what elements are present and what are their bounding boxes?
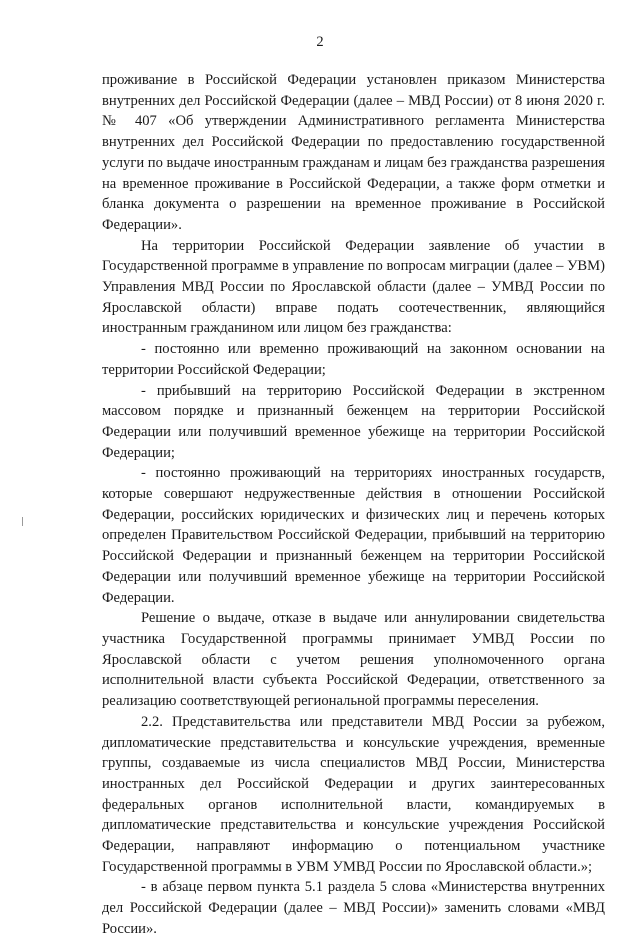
page-number: 2 <box>316 34 324 50</box>
document-body <box>102 70 605 940</box>
list-item-resident: - постоянно или временно проживающий на законном основании на территории Российской Федерации; <box>102 341 605 378</box>
paragraph-amendment: - в абзаце первом пункта 5.1 раздела 5 слова «Министерства внутренних дел Российской Федерации (далее – МВД России)» заменить словами «МВД России». <box>102 879 605 937</box>
paragraph-decision: Решение о выдаче, отказе в выдаче или аннулировании свидетельства участника Государственной программы принимает УМВД России по Ярославской области с учетом решения уполномоченного органа исполнительной власти субъекта Российской Федерации, ответственного за реализацию соответствующей региональной программы переселения. <box>102 610 605 710</box>
margin-mark <box>22 517 23 526</box>
paragraph-applicants: На территории Российской Федерации заявление об участии в Государственной программе в управление по вопросам миграции (далее – УВМ) Управления МВД России по Ярославской области (далее – УМВД России по Ярославской области) вправе подать соотечественник, являющийся иностранным гражданином или лицом без гражданства: <box>102 237 605 337</box>
list-item-unfriendly-states: - постоянно проживающий на территориях иностранных государств, которые совершают недружественные действия в отношении Российской Федерации, российских юридических и физических лиц и перечень которых определен Правительством Российской Федерации, прибывший на территорию Российской Федерации и признанный беженцем на территории Российской Федерации или получивший временное убежище на территории Российской Федерации. <box>102 465 605 606</box>
paragraph-2-2: 2.2. Представительства или представители МВД России за рубежом, дипломатические представительства и консульские учреждения, временные группы, создаваемые из числа специалистов МВД России, Министерства иностранных дел Российской Федерации и других заинтересованных федеральных органов исполнительной власти, командируемых в дипломатические представительства и консульские учреждения Российской Федерации, направляют информацию о потенциальном участнике Государственной программы в УВМ УМВД России по Ярославской области.»; <box>102 713 605 875</box>
list-item-refugee-emergency: - прибывший на территорию Российской Федерации в экстренном массовом порядке и признанный беженцем на территории Российской Федерации или получивший временное убежище на территории Российской Федерации; <box>102 382 605 461</box>
paragraph-continuation: проживание в Российской Федерации установлен приказом Министерства внутренних дел Российской Федерации (далее – МВД России) от 8 июня 2020 г. № 407 «Об утверждении Административного регламента Министерства внутренних дел Российской Федерации по предоставлению государственной услуги по выдаче иностранным гражданам и лицам без гражданства разрешения на временное проживание в Российской Федерации, а также форм отметки и бланка документа о разрешении на временное проживание в Российской Федерации». <box>102 72 605 233</box>
